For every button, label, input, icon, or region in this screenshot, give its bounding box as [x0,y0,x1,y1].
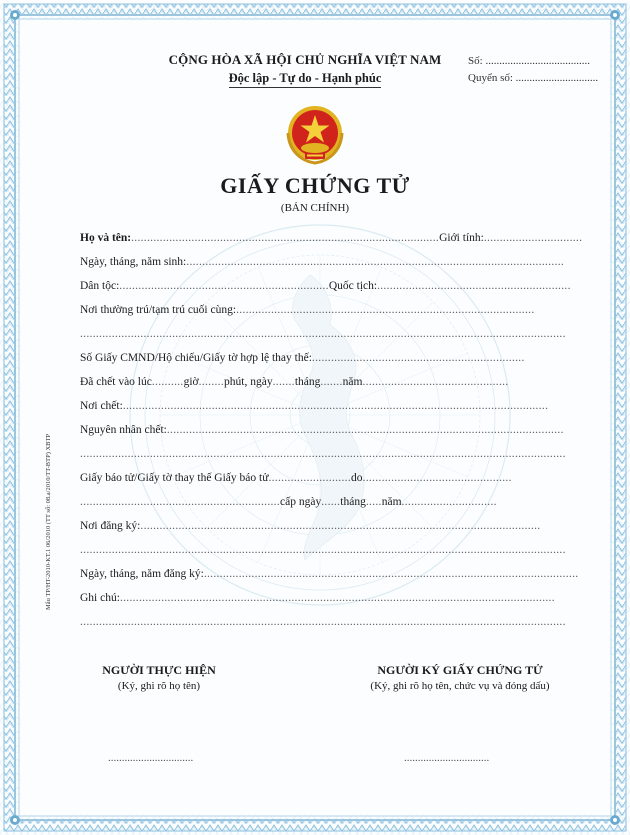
report-field[interactable]: .......................... [268,472,352,484]
gender-label: Giới tính: [439,232,484,244]
field-row-note [80,592,564,608]
issue-year-label: năm [381,496,402,508]
note-field-2[interactable]: ......................................................................................................................................................... [80,616,566,628]
ethnicity-label: Dân tộc: [80,280,120,292]
ethnicity-field[interactable]: .................................................................. [119,280,329,292]
field-row-note-cont [80,616,564,632]
book-field[interactable]: .............................. [515,72,599,84]
issue-date-label: cấp ngày [280,496,322,508]
cause-field-2[interactable]: ......................................................................................................................................................... [80,448,566,460]
report-do-label: do [351,472,363,484]
residence-field-2[interactable]: ......................................................................................................................................................... [80,328,566,340]
number-row [468,55,598,72]
form-code-side-text: Mẫu TP/HT-2010-KT.1 06/2010 (TT số: 08.a/2010/TT-BTP) XBTP [45,433,52,610]
national-emblem-icon [283,103,347,167]
document-subtitle: (BẢN CHÍNH) [280,202,350,214]
id-label: Số Giấy CMND/Hộ chiếu/Giấy tờ hợp lệ thay thế: [80,352,312,364]
national-motto: Độc lập - Tự do - Hạnh phúc [229,71,382,88]
field-row-death-place [80,400,564,416]
issue-month-label: tháng [340,496,366,508]
death-place-label: Nơi chết: [80,400,123,412]
executor-note: (Ký, ghi rõ họ tên) [117,680,201,692]
death-day-field[interactable]: ....... [272,376,295,388]
field-row-death-time [80,376,564,392]
signer-title: NGƯỜI KÝ GIẤY CHỨNG TỬ [377,663,543,677]
dob-field[interactable]: ....................................................................................................................... [186,256,565,268]
death-month-field[interactable]: ....... [320,376,343,388]
death-minute-field[interactable]: ........ [198,376,225,388]
residence-label: Nơi thường trú/tạm trú cuối cùng: [80,304,237,316]
death-place-field[interactable]: ...................................................................................................................................... [122,400,549,412]
reg-place-field-2[interactable]: ......................................................................................................................................................... [80,544,566,556]
field-row-dob [80,256,564,272]
field-row-cause-cont [80,448,564,464]
death-year-field[interactable]: .............................................. [362,376,509,388]
field-row-id [80,352,564,368]
name-label: Họ và tên: [80,232,132,244]
executor-title: NGƯỜI THỰC HIỆN [102,663,216,677]
signature-block-executor [84,663,234,692]
year-label: năm [342,376,363,388]
month-label: tháng [294,376,321,388]
signer-signature-field[interactable]: ............................... [404,752,490,764]
document-title: GIẤY CHỨNG TỬ [220,173,410,198]
residence-field[interactable]: .............................................................................................. [236,304,535,316]
death-hour-field[interactable]: .......... [151,376,184,388]
field-row-residence-cont [80,328,564,344]
field-row-reg-place [80,520,564,536]
reg-place-label: Nơi đăng ký: [80,520,141,532]
field-row-reg-place-cont [80,544,564,560]
reg-date-label: Ngày, tháng, năm đăng ký: [80,568,204,580]
report-issuer-field[interactable]: ............................................... [362,472,512,484]
field-row-ethnicity [80,280,571,296]
nationality-field[interactable]: ............................................................. [377,280,571,292]
cause-label: Nguyên nhân chết: [80,424,167,436]
note-label: Ghi chú: [80,592,120,604]
field-row-cause [80,424,564,440]
field-row-residence [80,304,564,320]
cause-field[interactable]: ............................................................................................................................. [166,424,564,436]
reg-place-field[interactable]: .............................................................................................................................. [140,520,541,532]
number-field[interactable]: ...................................... [485,55,590,67]
signer-note: (Ký, ghi rõ họ tên, chức vụ và đóng dấu) [370,680,550,692]
minute-label: phút, ngày [224,376,273,388]
gender-field[interactable]: ............................... [483,232,583,244]
field-row-name [80,232,583,248]
book-row [468,72,598,89]
field-row-reg-date [80,568,579,584]
note-field[interactable]: ......................................................................................................................................... [119,592,555,604]
id-field[interactable]: ................................................................... [311,352,525,364]
dob-label: Ngày, tháng, năm sinh: [80,256,187,268]
report-label: Giấy báo tử/Giấy tờ thay thế Giấy báo tử [80,472,269,484]
header-national [160,52,450,88]
number-label: Số: [468,55,483,67]
death-time-label: Đã chết vào lúc [80,376,152,388]
nationality-label: Quốc tịch: [328,280,378,292]
reg-date-field[interactable]: ...................................................................................................................... [203,568,579,580]
signature-block-signer [330,663,590,692]
issue-month-field[interactable]: ..... [365,496,382,508]
nation-name: CỘNG HÒA XÃ HỘI CHỦ NGHĨA VIỆT NAM [168,52,442,67]
issuer-field-2[interactable]: ............................................................... [80,496,281,508]
name-field[interactable]: ................................................................................................. [131,232,440,244]
executor-signature-field[interactable]: ............................... [108,752,194,764]
issue-year-field[interactable]: .............................. [401,496,497,508]
book-label: Quyển số: [468,72,513,84]
field-row-report [80,472,564,488]
header-registry [468,55,598,89]
field-row-issue-date [80,496,564,512]
issue-day-field[interactable]: ...... [321,496,341,508]
hour-label: giờ [183,376,199,388]
